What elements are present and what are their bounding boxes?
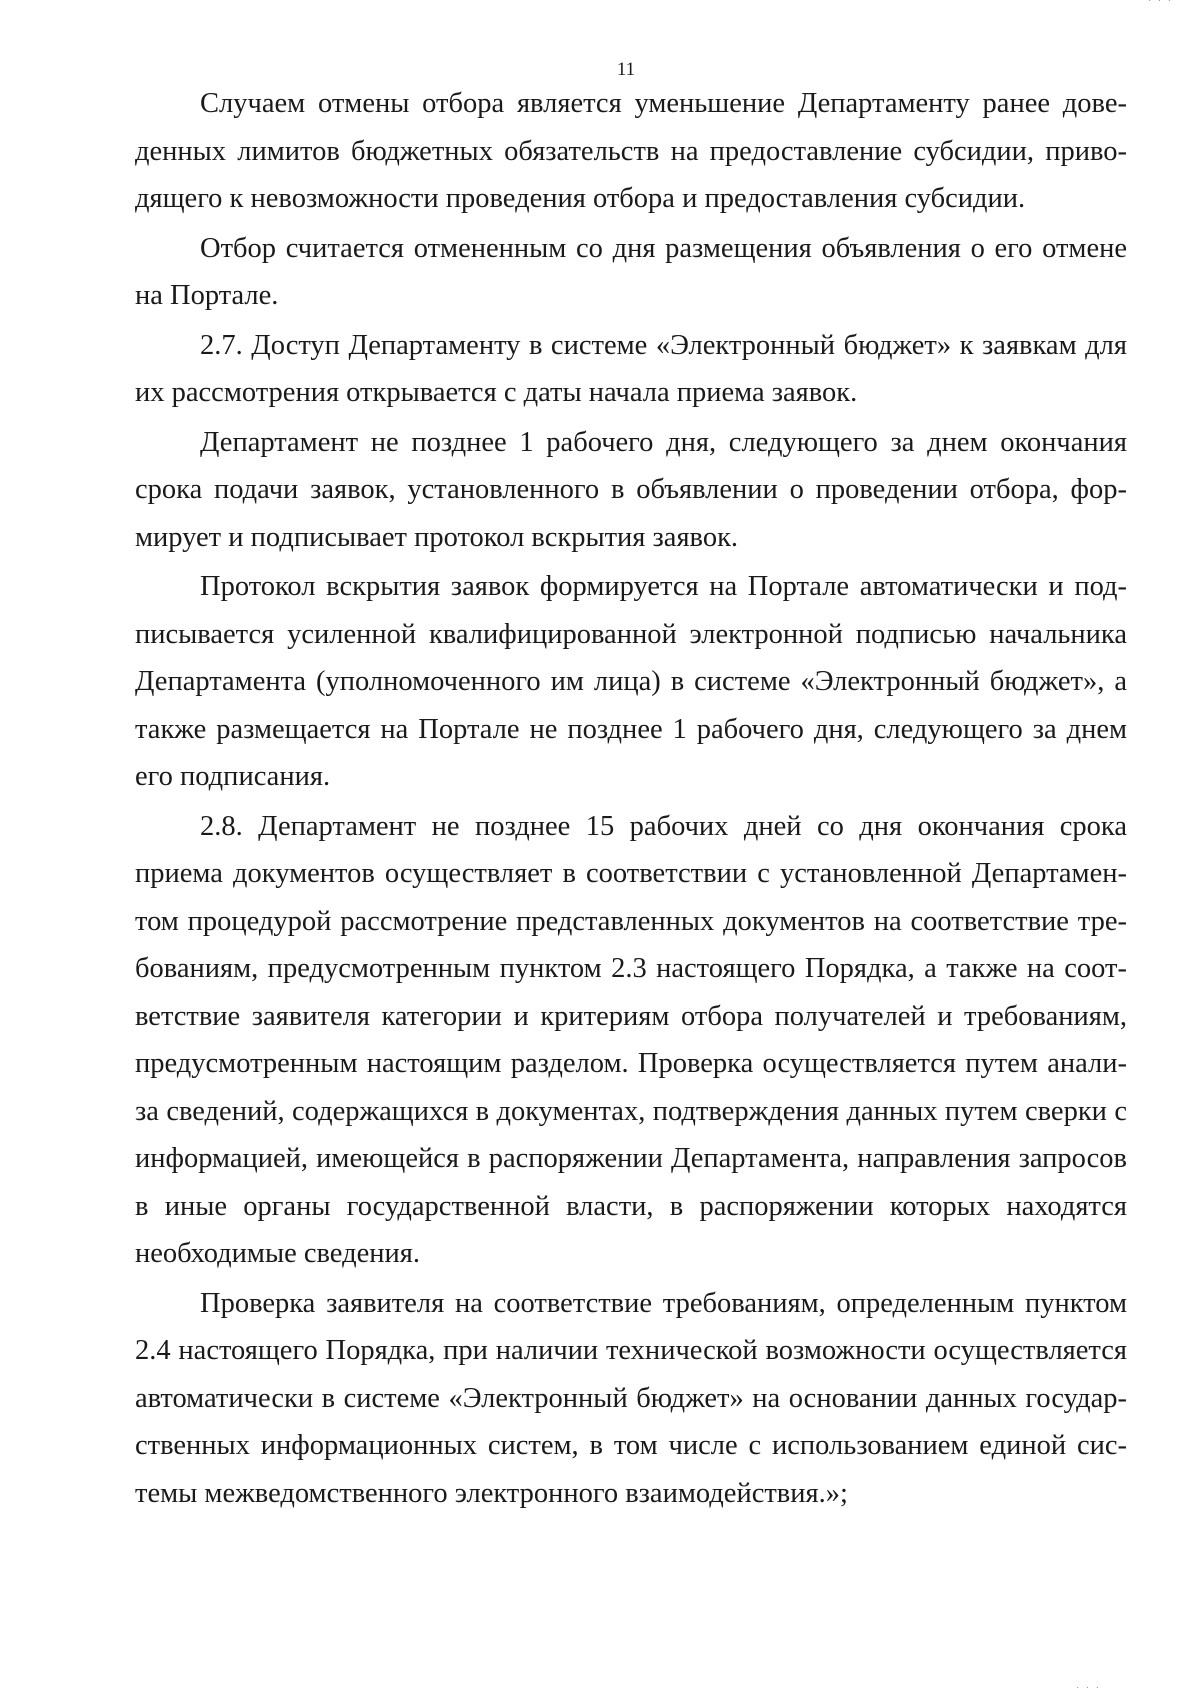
page-number: 11 [616, 59, 636, 80]
paragraph-2-7-access: 2.7. Доступ Департаменту в системе «Электронный бюджет» к заявкам для их рассмотрения открывается с даты начала приема заявок. [135, 329, 1127, 408]
paragraph-2-8-review: 2.8. Департамент не позднее 15 рабочих дней со дня окончания срока приема документов осуществляет в соответствии с установленной Департаментом процедурой рассмотрение представленных документов на соответствие требованиям, предусмотренным пунктом 2.3 настоящего Порядка, а также на соответствие заявителя категории и критериям отбора получателей и требованиям, предусмотренным настоящим разделом. Проверка осуществляется путем анализа сведений, содержащихся в документах, подтверждения данных путем сверки с информацией, имеющейся в распоряжении Департамента, направления запросов в иные органы государственной власти, в распоряжении которых находятся необходимые сведения. [135, 810, 1127, 1269]
paragraph-selection-cancellation-case: Случаем отмены отбора является уменьшение Департаменту ранее доведенных лимитов бюджетных обязательств на предоставление субсидии, приводящего к невозможности проведения отбора и предоставления субсидии. [135, 88, 1127, 214]
paragraph-opening-protocol-portal: Протокол вскрытия заявок формируется на Портале автоматически и подписывается усиленной квалифицированной электронной подписью начальника Департамента (уполномоченного им лица) в системе «Электронный бюджет», а также размещается на Портале не позднее 1 рабочего дня, следующего за днем его подписания. [135, 571, 1127, 792]
document-body [135, 80, 1127, 1517]
paragraph-opening-protocol-signing: Департамент не позднее 1 рабочего дня, следующего за днем окончания срока подачи заявок, установленного в объявлении о проведении отбора, формирует и подписывает протокол вскрытия заявок. [135, 426, 1127, 553]
scan-mark-bottom-right: ˙ ˙ ˙ [1076, 1686, 1101, 1697]
paragraph-selection-cancelled: Отбор считается отмененным со дня размещения объявления о его отмене на Портале. [135, 232, 1127, 311]
scan-mark-top-right: ˙ ˙ ˙ [1148, 0, 1173, 10]
paragraph-applicant-verification: Проверка заявителя на соответствие требованиям, определенным пунктом 2.4 настоящего Порядка, при наличии технической возможности осуществляется автоматически в системе «Электронный бюджет» на основании данных государственных информационных систем, в том числе с использованием единой системы межведомственного электронного взаимодействия.»; [135, 1287, 1127, 1509]
